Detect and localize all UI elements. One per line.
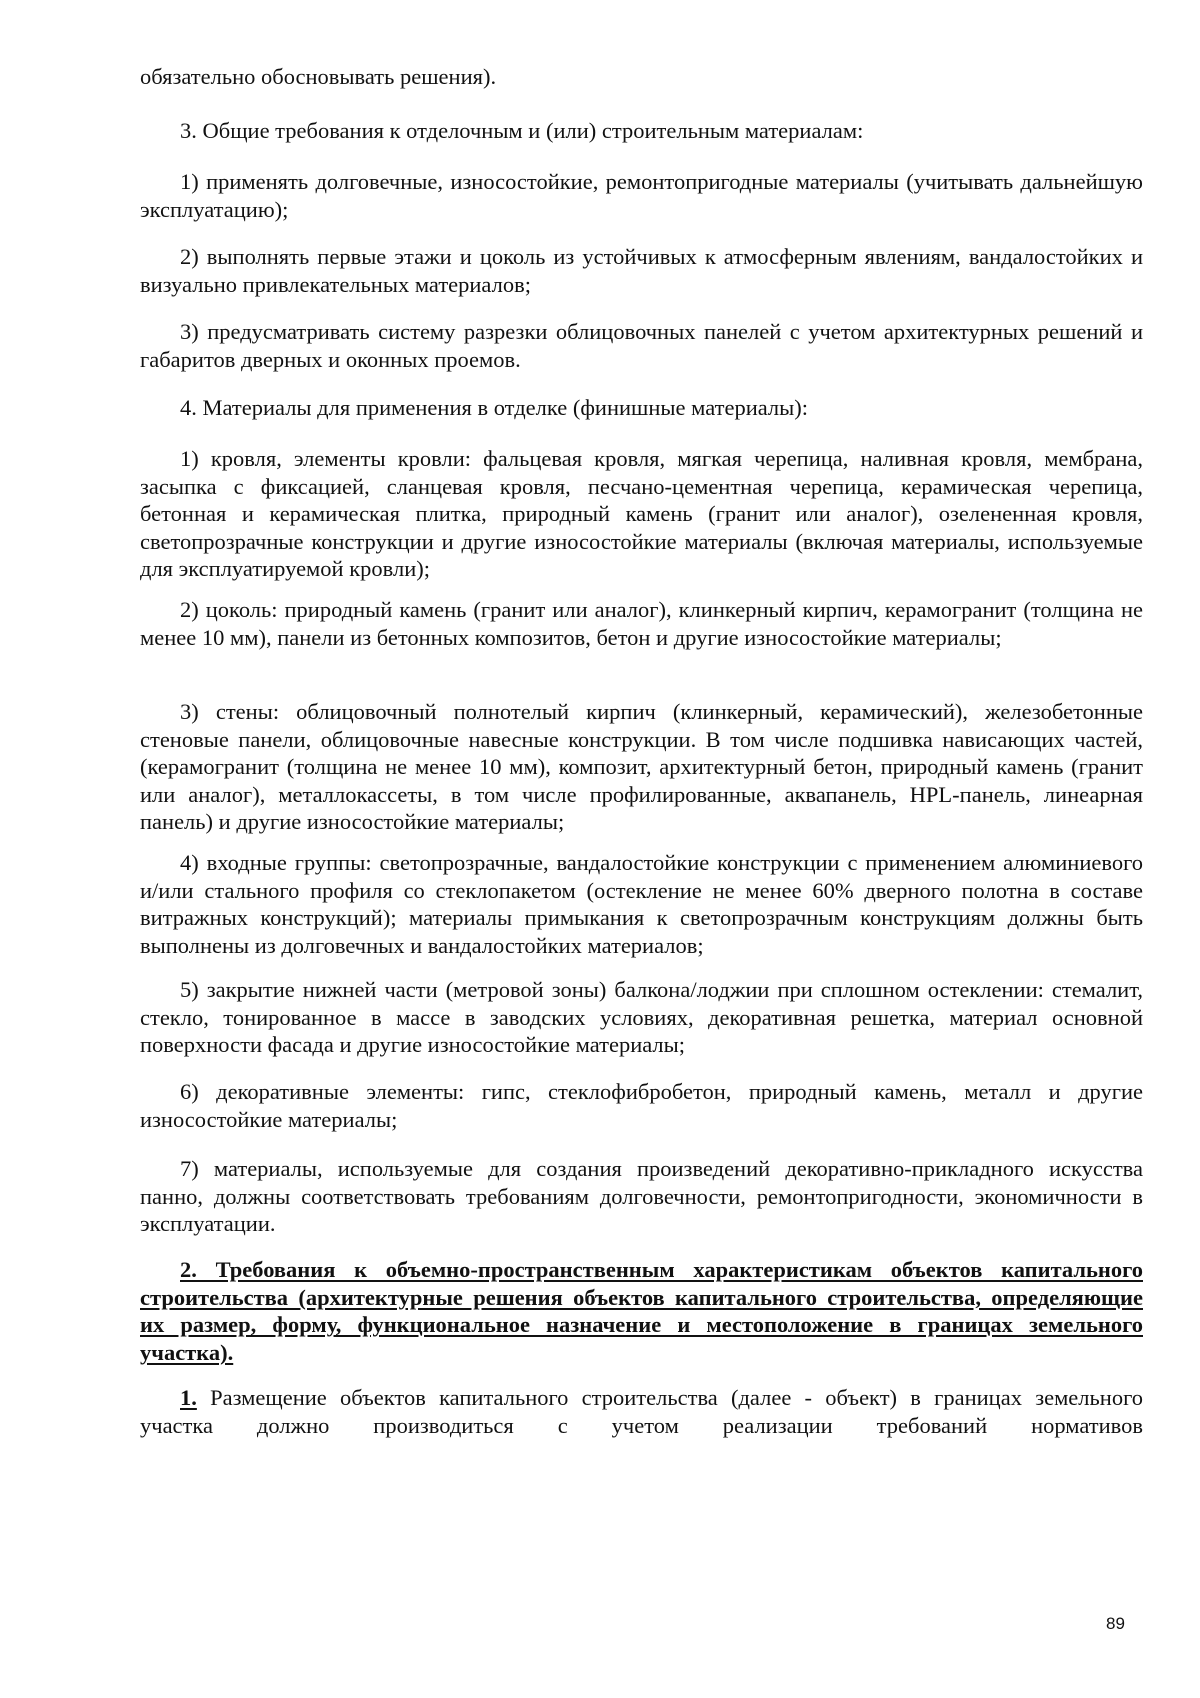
section-2-paragraph-1-number: 1. xyxy=(180,1385,197,1410)
paragraph-4-item-4: 4) входные группы: светопрозрачные, вандалостойкие конструкции с применением алюминиевого и/или стального профиля со стеклопакетом (остекление не менее 60% дверного полотна в составе витражных конструкций); материалы примыкания к светопрозрачным конструкциям должны быть выполнены из долговечных и вандалостойких материалов; xyxy=(140,850,1143,958)
paragraph-3-item-3: 3) предусматривать систему разрезки облицовочных панелей с учетом архитектурных решений и габаритов дверных и оконных проемов. xyxy=(140,319,1143,372)
paragraph-3-item-1: 1) применять долговечные, износостойкие, ремонтопригодные материалы (учитывать дальнейшую эксплуатацию); xyxy=(140,169,1143,222)
section-2-heading: 2. Требования к объемно-пространственным характеристикам объектов капитального строительства (архитектурные решения объектов капитального строительства, определяющие их размер, форму, функциональное назначение и местоположение в границах земельного участка). xyxy=(140,1257,1143,1365)
paragraph-3-title: 3. Общие требования к отделочным и (или) строительным материалам: xyxy=(180,118,864,143)
section-2-paragraph-1-text: Размещение объектов капитального строительства (далее - объект) в границах земельного участка должно производиться с учетом реализации требований нормативов xyxy=(140,1385,1143,1438)
paragraph-4-item-3: 3) стены: облицовочный полнотелый кирпич (клинкерный, керамический), железобетонные стеновые панели, облицовочные навесные конструкции. В том числе подшивка нависающих частей, (керамогранит (толщина не менее 10 мм), композит, архитектурный бетон, природный камень (гранит или аналог), металлокассеты, в том числе профилированные, аквапанель, HPL-панель, линеарная панель) и другие износостойкие материалы; xyxy=(140,699,1143,835)
paragraph-4-item-7: 7) материалы, используемые для создания произведений декоративно-прикладного искусства панно, должны соответствовать требованиям долговечности, ремонтопригодности, экономичности в эксплуатации. xyxy=(140,1156,1143,1237)
paragraph-4-title: 4. Материалы для применения в отделке (финишные материалы): xyxy=(180,395,809,420)
paragraph-intro-tail: обязательно обосновывать решения). xyxy=(140,64,497,89)
section-2-paragraph-1 xyxy=(140,1384,1143,1439)
paragraph-3-item-2: 2) выполнять первые этажи и цоколь из устойчивых к атмосферным явлениям, вандалостойких и визуально привлекательных материалов; xyxy=(140,244,1143,297)
paragraph-4-item-5: 5) закрытие нижней части (метровой зоны) балкона/лоджии при сплошном остеклении: стемалит, стекло, тонированное в массе в заводских условиях, декоративная решетка, материал основной поверхности фасада и другие износостойкие материалы; xyxy=(140,977,1143,1058)
paragraph-4-item-1: 1) кровля, элементы кровли: фальцевая кровля, мягкая черепица, наливная кровля, мембрана, засыпка с фиксацией, сланцевая кровля, песчано-цементная черепица, керамическая черепица, бетонная и керамическая плитка, природный камень (гранит или аналог), озелененная кровля, светопрозрачные конструкции и другие износостойкие материалы (включая материалы, используемые для эксплуатируемой кровли); xyxy=(140,446,1143,582)
paragraph-4-item-2: 2) цоколь: природный камень (гранит или аналог), клинкерный кирпич, керамогранит (толщина не менее 10 мм), панели из бетонных композитов, бетон и другие износостойкие материалы; xyxy=(140,597,1143,650)
page-number: 89 xyxy=(1106,1614,1125,1633)
paragraph-4-item-6: 6) декоративные элементы: гипс, стеклофибробетон, природный камень, металл и другие износостойкие материалы; xyxy=(140,1079,1143,1132)
